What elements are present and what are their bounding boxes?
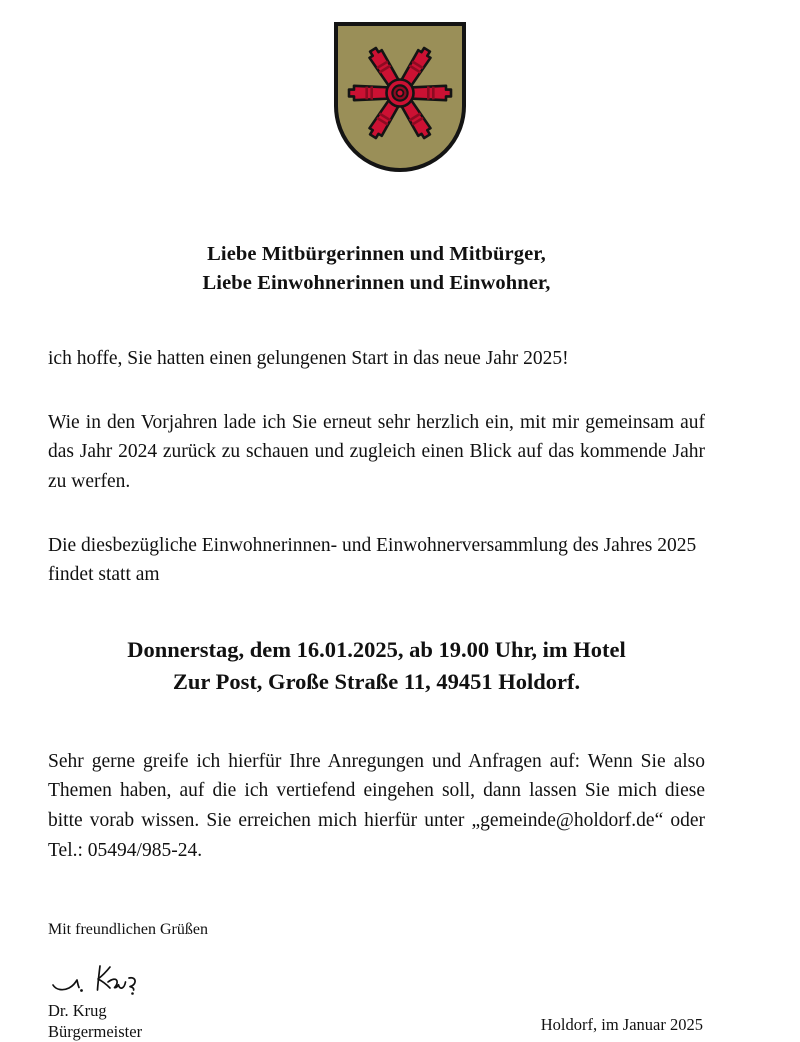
signer-name: Dr. Krug: [48, 1000, 107, 1020]
paragraph-greeting: ich hoffe, Sie hatten einen gelungenen Start in das neue Jahr 2025!: [48, 348, 569, 370]
signer-role: Bürgermeister: [48, 1021, 143, 1041]
coat-of-arms-holdorf-icon: [332, 20, 468, 176]
letter-body: [48, 240, 705, 1042]
event-line-2: Zur Post, Große Straße 11, 49451 Holdorf.: [172, 669, 581, 695]
paragraph-invitation: Wie in den Vorjahren lade ich Sie erneut sehr herzlich ein, mit mir gemeinsam auf das Jahr 2024 zurück zu schauen und zugleich einen Blick auf das kommende Jahr zu werfen.: [48, 411, 705, 493]
wheel-hub-center: [397, 90, 404, 97]
place-and-date: Holdorf, im Januar 2025: [540, 1015, 703, 1035]
spoke-left: [349, 86, 390, 100]
event-details: [48, 634, 705, 699]
salutation-line-1: Liebe Mitbürgerinnen und Mitbürger,: [207, 243, 546, 265]
paragraph-contact: Sehr gerne greife ich hierfür Ihre Anregungen und Anfragen auf: Wenn Sie also Themen haben, auf die ich vertiefend eingehen soll, dann lassen Sie mich diese bitte vorab wissen. Sie erreichen mich hierfür unter „gemeinde@holdorf.de“ oder Tel.: 05494/985-24.: [48, 750, 705, 861]
closing-line: Mit freundlichen Grüßen: [48, 921, 208, 939]
spoke-right: [410, 86, 451, 100]
event-line-1: Donnerstag, dem 16.01.2025, ab 19.00 Uhr, im Hotel: [127, 636, 626, 662]
salutation: [48, 240, 705, 298]
paragraph-assembly-intro: Die diesbezügliche Einwohnerinnen- und Einwohnerversammlung des Jahres 2025 findet statt am: [48, 534, 697, 586]
handwritten-signature-icon: [50, 958, 170, 1000]
salutation-line-2: Liebe Einwohnerinnen und Einwohner,: [202, 272, 551, 295]
coat-of-arms-container: [0, 20, 800, 176]
